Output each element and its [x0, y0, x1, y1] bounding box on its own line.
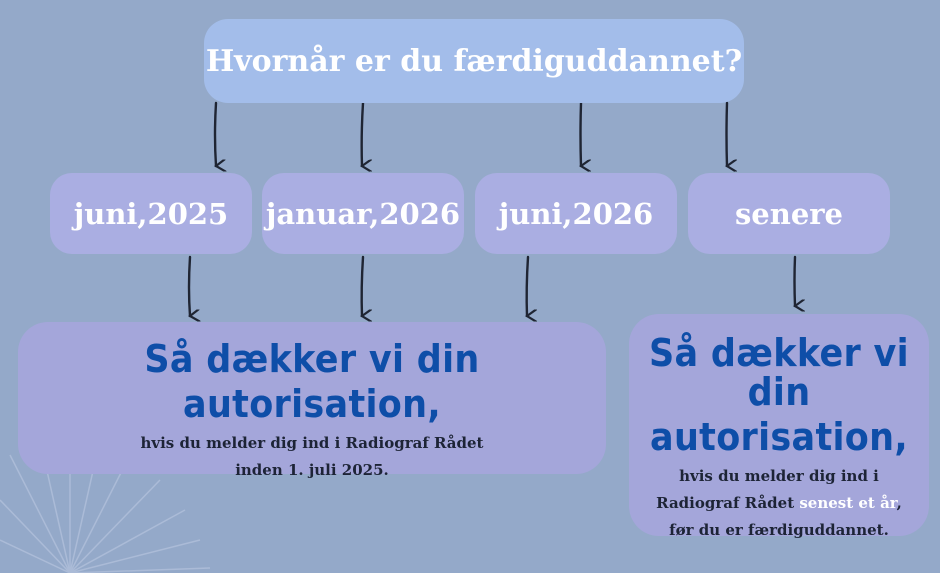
right-result-box [629, 314, 929, 539]
right-result-highlight: senest et år [799, 493, 897, 512]
date-label: juni,2026 [498, 196, 654, 231]
arrow-question-to-date-4 [727, 103, 728, 166]
arrow-question-to-date-3 [581, 103, 582, 166]
date-box-juni-2025 [50, 173, 252, 254]
question-box [204, 19, 744, 103]
right-result-line2 [656, 490, 902, 517]
date-box-januar-2026 [262, 173, 464, 254]
date-box-senere [688, 173, 890, 254]
arrow-question-to-date-2 [362, 103, 363, 166]
arrow-date4-to-right-result [795, 257, 796, 306]
arrow-date1-to-left-result [189, 257, 190, 316]
date-label: juni,2025 [73, 196, 229, 231]
right-result-line3: før du er færdiguddannet. [669, 520, 889, 539]
left-result-line2: inden 1. juli 2025. [235, 460, 389, 479]
left-result-line1: hvis du melder dig ind i Radiograf Rådet [140, 433, 484, 452]
arrow-date3-to-left-result [527, 257, 528, 316]
date-label: senere [734, 196, 844, 231]
right-result-line1: hvis du melder dig ind i [679, 466, 879, 485]
date-label: januar,2026 [265, 196, 461, 231]
right-result-headline-line1: Så dækker vi [649, 331, 909, 376]
right-result-line2-start: Radiograf Rådet [656, 493, 800, 512]
right-result-headline-line2: din autorisation, [650, 370, 908, 460]
arrow-date2-to-left-result [362, 257, 363, 316]
question-text: Hvornår er du færdiguddannet? [205, 43, 743, 79]
date-box-juni-2026 [475, 173, 677, 254]
right-result-line2-end: , [896, 493, 902, 512]
left-result-box [18, 322, 606, 479]
arrow-question-to-date-1 [215, 103, 216, 166]
left-result-headline: Så dækker vi din autorisation, [144, 337, 480, 427]
